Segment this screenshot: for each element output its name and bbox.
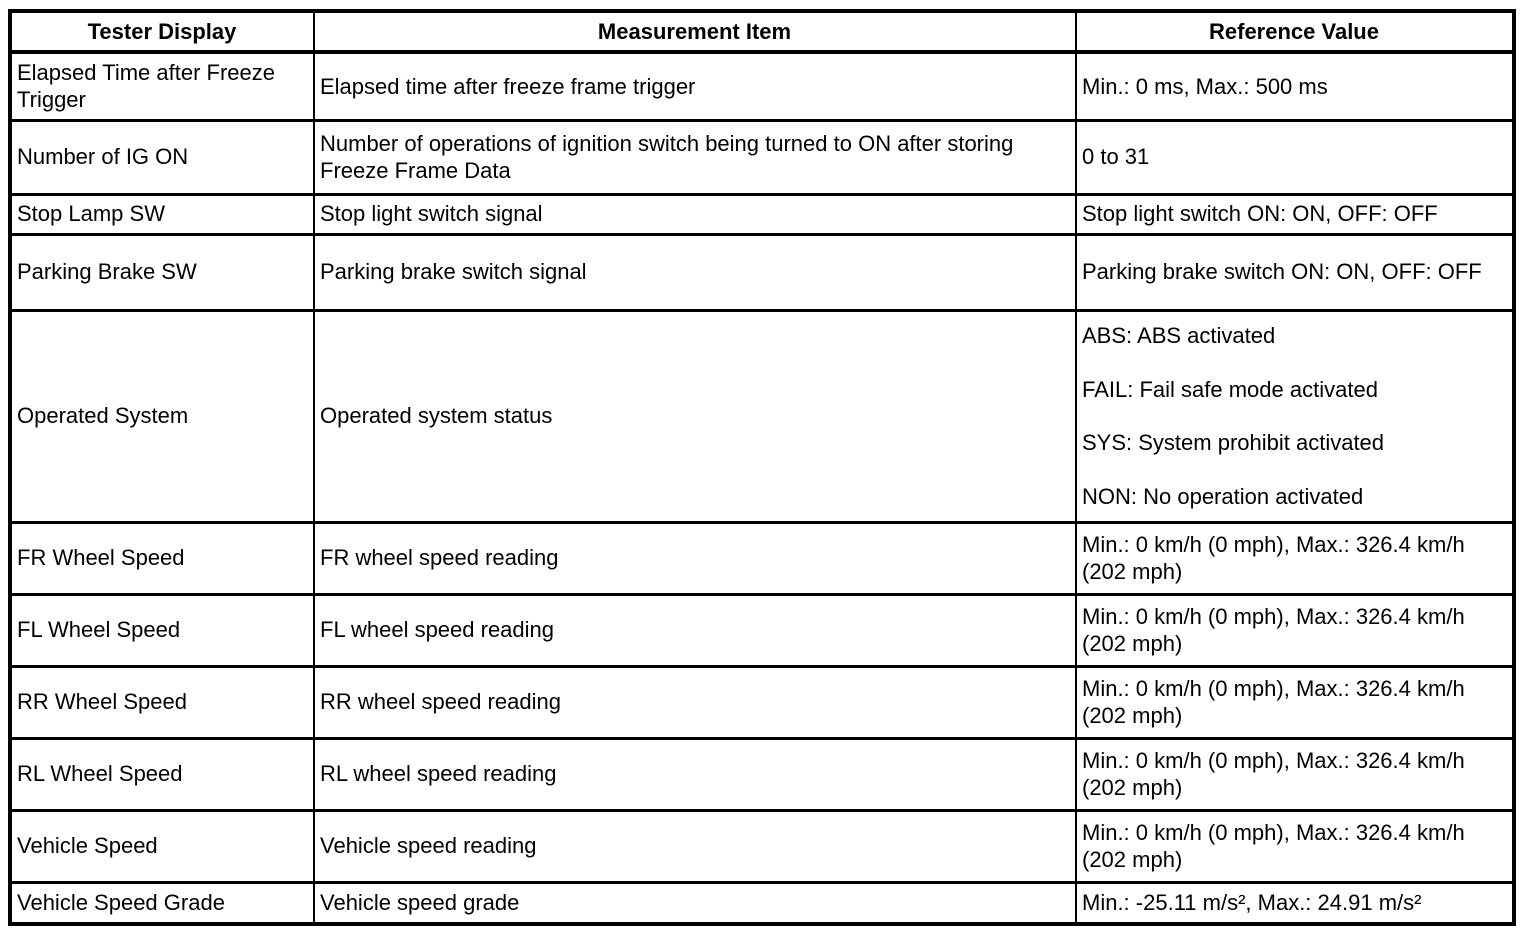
measurement-item-cell: FR wheel speed reading — [314, 522, 1076, 594]
tester-display-cell: FR Wheel Speed — [10, 522, 314, 594]
reference-value-cell — [1076, 810, 1514, 882]
table-row — [10, 810, 1514, 882]
tester-display-cell: RR Wheel Speed — [10, 666, 314, 738]
tester-display-cell: Elapsed Time after Freeze Trigger — [10, 52, 314, 120]
reference-value-cell — [1076, 52, 1514, 120]
table-header-row — [10, 11, 1514, 52]
tester-display-cell: FL Wheel Speed — [10, 594, 314, 666]
tester-display-cell: Parking Brake SW — [10, 234, 314, 310]
table-row — [10, 194, 1514, 234]
table-row — [10, 594, 1514, 666]
measurement-item-cell: FL wheel speed reading — [314, 594, 1076, 666]
measurement-item-cell: Stop light switch signal — [314, 194, 1076, 234]
tester-display-cell: Vehicle Speed Grade — [10, 882, 314, 924]
reference-value-cell — [1076, 522, 1514, 594]
reference-value-line: NON: No operation activated — [1082, 483, 1364, 509]
reference-value-line: Min.: 0 km/h (0 mph), Max.: 326.4 km/h (202 mph) — [1082, 603, 1465, 656]
table-row — [10, 52, 1514, 120]
reference-value-line: Min.: 0 km/h (0 mph), Max.: 326.4 km/h (202 mph) — [1082, 675, 1465, 728]
measurement-item-cell: RL wheel speed reading — [314, 738, 1076, 810]
tester-display-cell: RL Wheel Speed — [10, 738, 314, 810]
reference-value-cell — [1076, 666, 1514, 738]
reference-value-cell — [1076, 234, 1514, 310]
reference-value-cell — [1076, 738, 1514, 810]
reference-value-cell — [1076, 594, 1514, 666]
reference-value-line: Min.: 0 km/h (0 mph), Max.: 326.4 km/h (202 mph) — [1082, 747, 1465, 800]
reference-value-line: Min.: -25.11 m/s², Max.: 24.91 m/s² — [1082, 890, 1422, 915]
measurement-item-cell: Number of operations of ignition switch being turned to ON after storing Freeze Frame Data — [314, 120, 1076, 194]
reference-value-line: FAIL: Fail safe mode activated — [1082, 376, 1378, 402]
reference-value-line: SYS: System prohibit activated — [1082, 430, 1385, 455]
reference-value-line: 0 to 31 — [1082, 144, 1150, 170]
tester-display-cell: Operated System — [10, 310, 314, 522]
header-measurement-item: Measurement Item — [314, 11, 1076, 52]
tester-display-cell: Stop Lamp SW — [10, 194, 314, 234]
reference-value-cell — [1076, 194, 1514, 234]
reference-value-line: ABS: ABS activated — [1082, 323, 1276, 348]
measurement-item-cell: RR wheel speed reading — [314, 666, 1076, 738]
table-row — [10, 522, 1514, 594]
table-row — [10, 738, 1514, 810]
table-row — [10, 310, 1514, 522]
reference-value-cell — [1076, 882, 1514, 924]
tester-display-cell: Number of IG ON — [10, 120, 314, 194]
measurement-item-cell: Vehicle speed reading — [314, 810, 1076, 882]
table-row — [10, 234, 1514, 310]
table-row — [10, 666, 1514, 738]
table-row — [10, 120, 1514, 194]
reference-value-line: Min.: 0 km/h (0 mph), Max.: 326.4 km/h (202 mph) — [1082, 531, 1465, 584]
freeze-frame-data-table — [8, 9, 1516, 926]
header-tester-display: Tester Display — [10, 11, 314, 52]
measurement-item-cell: Operated system status — [314, 310, 1076, 522]
table-row — [10, 882, 1514, 924]
reference-value-line: Parking brake switch ON: ON, OFF: OFF — [1082, 259, 1482, 285]
reference-value-cell — [1076, 120, 1514, 194]
reference-value-line: Min.: 0 km/h (0 mph), Max.: 326.4 km/h (202 mph) — [1082, 819, 1465, 872]
reference-value-cell — [1076, 310, 1514, 522]
tester-display-cell: Vehicle Speed — [10, 810, 314, 882]
reference-value-line: Stop light switch ON: ON, OFF: OFF — [1082, 201, 1438, 227]
header-reference-value: Reference Value — [1076, 11, 1514, 52]
reference-value-line: Min.: 0 ms, Max.: 500 ms — [1082, 73, 1328, 99]
measurement-item-cell: Vehicle speed grade — [314, 882, 1076, 924]
measurement-item-cell: Elapsed time after freeze frame trigger — [314, 52, 1076, 120]
measurement-item-cell: Parking brake switch signal — [314, 234, 1076, 310]
